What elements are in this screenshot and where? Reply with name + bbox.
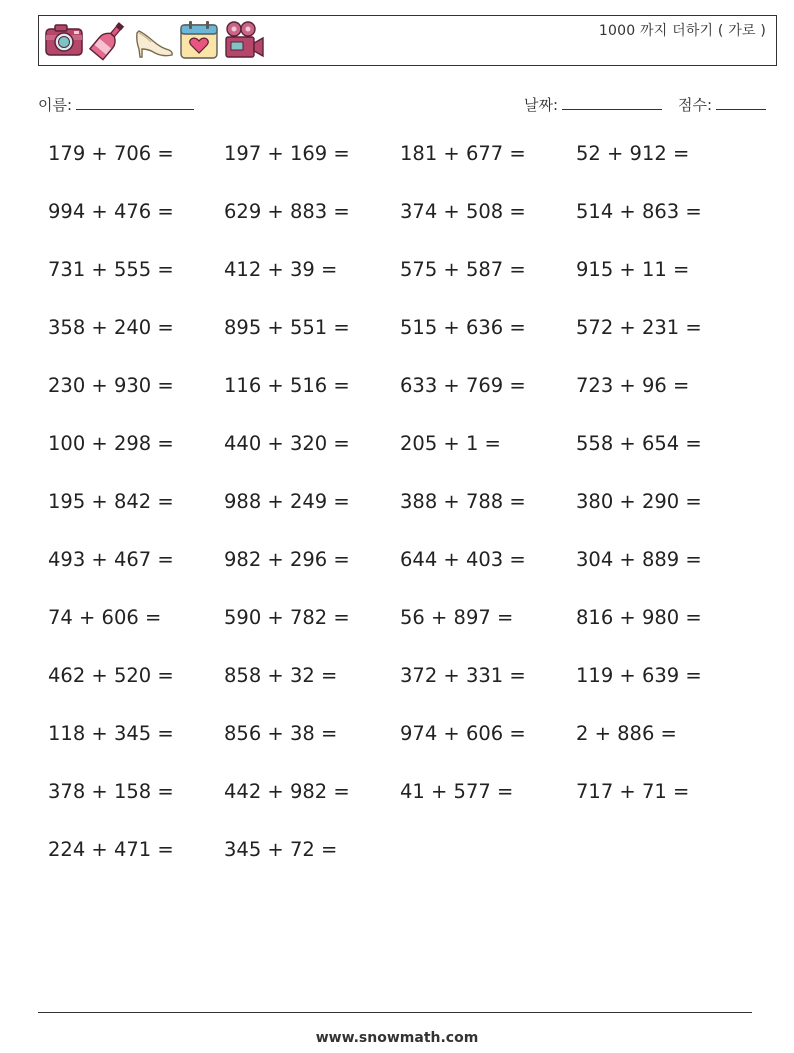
problem: 74 + 606 = — [48, 606, 162, 629]
problem: 974 + 606 = — [400, 722, 526, 745]
problem: 731 + 555 = — [48, 258, 174, 281]
problem: 52 + 912 = — [576, 142, 690, 165]
name-blank-line[interactable] — [76, 95, 194, 110]
problem: 440 + 320 = — [224, 432, 350, 455]
problem: 230 + 930 = — [48, 374, 174, 397]
problem-row — [48, 664, 768, 722]
problem: 56 + 897 = — [400, 606, 514, 629]
problem: 493 + 467 = — [48, 548, 174, 571]
problem: 572 + 231 = — [576, 316, 702, 339]
problem: 181 + 677 = — [400, 142, 526, 165]
problem: 816 + 980 = — [576, 606, 702, 629]
calendar-heart-icon — [178, 19, 220, 61]
problem: 118 + 345 = — [48, 722, 174, 745]
date-blank-line[interactable] — [562, 95, 662, 110]
movie-camera-icon — [223, 19, 265, 61]
problem-row — [48, 316, 768, 374]
footer-url[interactable]: www.snowmath.com — [315, 1030, 479, 1046]
problem: 412 + 39 = — [224, 258, 338, 281]
problem: 858 + 32 = — [224, 664, 338, 687]
problem: 179 + 706 = — [48, 142, 174, 165]
problem: 462 + 520 = — [48, 664, 174, 687]
problem-row — [48, 548, 768, 606]
problem: 197 + 169 = — [224, 142, 350, 165]
problem: 633 + 769 = — [400, 374, 526, 397]
problem: 358 + 240 = — [48, 316, 174, 339]
problem-row — [48, 142, 768, 200]
problem: 895 + 551 = — [224, 316, 350, 339]
problem: 372 + 331 = — [400, 664, 526, 687]
problem: 304 + 889 = — [576, 548, 702, 571]
problem: 100 + 298 = — [48, 432, 174, 455]
problem: 224 + 471 = — [48, 838, 174, 861]
problem: 988 + 249 = — [224, 490, 350, 513]
worksheet-header — [38, 15, 777, 66]
problem: 915 + 11 = — [576, 258, 690, 281]
problem: 116 + 516 = — [224, 374, 350, 397]
date-field[interactable] — [524, 94, 662, 115]
problem: 982 + 296 = — [224, 548, 350, 571]
score-label: 점수: — [678, 96, 713, 114]
problem-row — [48, 258, 768, 316]
problem: 856 + 38 = — [224, 722, 338, 745]
problem: 515 + 636 = — [400, 316, 526, 339]
problem-row — [48, 374, 768, 432]
problem: 195 + 842 = — [48, 490, 174, 513]
problem: 994 + 476 = — [48, 200, 174, 223]
date-label: 날짜: — [524, 96, 559, 114]
problem: 629 + 883 = — [224, 200, 350, 223]
name-field[interactable] — [38, 94, 194, 115]
problem: 442 + 982 = — [224, 780, 350, 803]
score-field[interactable] — [678, 94, 766, 115]
score-blank-line[interactable] — [716, 95, 766, 110]
problem: 2 + 886 = — [576, 722, 677, 745]
problem: 723 + 96 = — [576, 374, 690, 397]
name-label: 이름: — [38, 96, 73, 114]
problem: 575 + 587 = — [400, 258, 526, 281]
footer-divider — [38, 1012, 752, 1013]
problem: 380 + 290 = — [576, 490, 702, 513]
problem: 590 + 782 = — [224, 606, 350, 629]
problem: 119 + 639 = — [576, 664, 702, 687]
problem-row — [48, 838, 768, 896]
problem: 378 + 158 = — [48, 780, 174, 803]
camera-icon — [43, 19, 85, 61]
problem: 514 + 863 = — [576, 200, 702, 223]
worksheet-title: 1000 까지 더하기 ( 가로 ) — [598, 23, 766, 39]
problem: 717 + 71 = — [576, 780, 690, 803]
wine-bottle-icon — [88, 19, 130, 61]
problem: 388 + 788 = — [400, 490, 526, 513]
problem-row — [48, 780, 768, 838]
problem: 558 + 654 = — [576, 432, 702, 455]
problem: 374 + 508 = — [400, 200, 526, 223]
problem: 41 + 577 = — [400, 780, 514, 803]
high-heel-shoe-icon — [133, 19, 175, 61]
problem-grid — [48, 142, 768, 896]
problem-row — [48, 606, 768, 664]
header-icons — [43, 19, 265, 61]
problem: 644 + 403 = — [400, 548, 526, 571]
problem-row — [48, 490, 768, 548]
problem-row — [48, 200, 768, 258]
problem-row — [48, 432, 768, 490]
problem: 205 + 1 = — [400, 432, 501, 455]
problem-row — [48, 722, 768, 780]
problem: 345 + 72 = — [224, 838, 338, 861]
